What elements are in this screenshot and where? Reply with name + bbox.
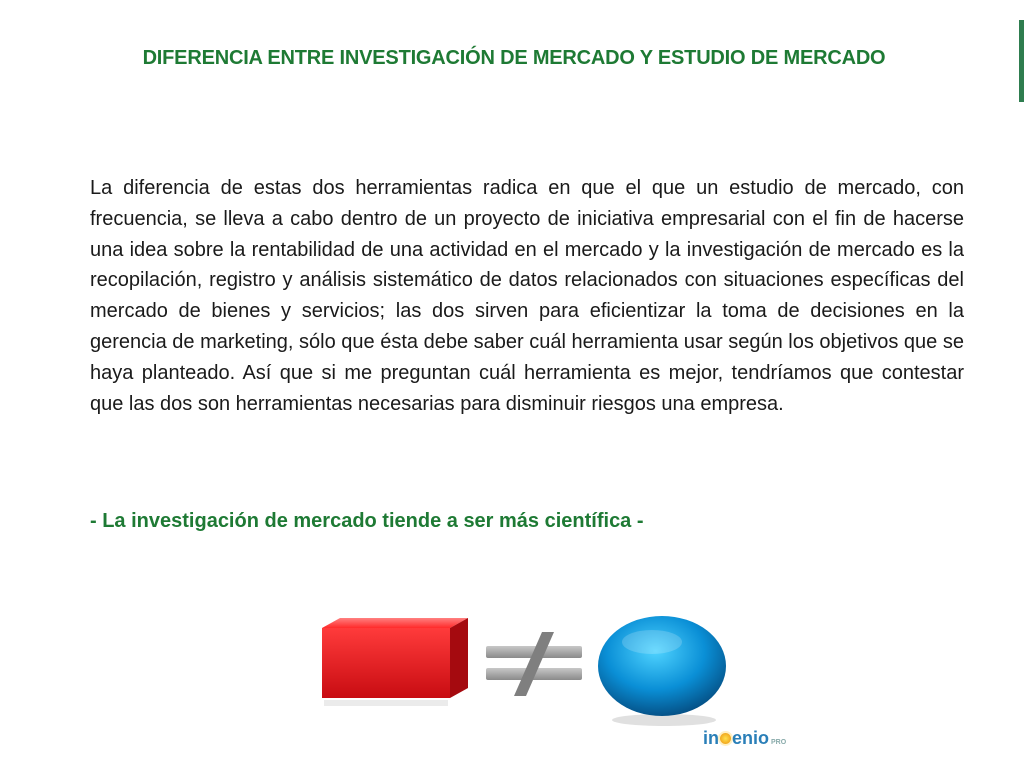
- sun-icon: [720, 733, 731, 744]
- slide-title: DIFERENCIA ENTRE INVESTIGACIÓN DE MERCADO Y ESTUDIO DE MERCADO: [142, 47, 886, 69]
- red-box-icon: [322, 618, 468, 706]
- logo-prefix: in: [703, 727, 719, 748]
- logo-suffix: enio: [732, 727, 770, 748]
- brand-logo: [703, 726, 786, 750]
- blue-sphere-icon: [598, 616, 726, 726]
- logo-tag: PRO: [771, 739, 787, 746]
- highlight-statement: - La investigación de mercado tiende a ser más científica -: [90, 510, 644, 532]
- not-equal-icon: [486, 632, 582, 696]
- accent-bar: [1019, 20, 1024, 102]
- body-paragraph: La diferencia de estas dos herramientas radica en que el que un estudio de mercado, con frecuencia, se lleva a cabo dentro de un proyecto de iniciativa empresarial con el fin de hacerse una idea sobre la rentabilidad de una actividad en el mercado y la investigación de mercado es la recopilación, registro y análisis sistemático de datos relacionados con situaciones específicas del mercado de bienes y servicios; las dos sirven para eficientizar la toma de decisiones en la gerencia de marketing, sólo que ésta debe saber cuál herramienta usar según los objetivos que se haya planteado. Así que si me preguntan cuál herramienta es mejor, tendríamos que contestar que las dos son herramientas necesarias para disminuir riesgos una empresa.: [90, 177, 964, 415]
- comparison-graphic: [300, 600, 760, 730]
